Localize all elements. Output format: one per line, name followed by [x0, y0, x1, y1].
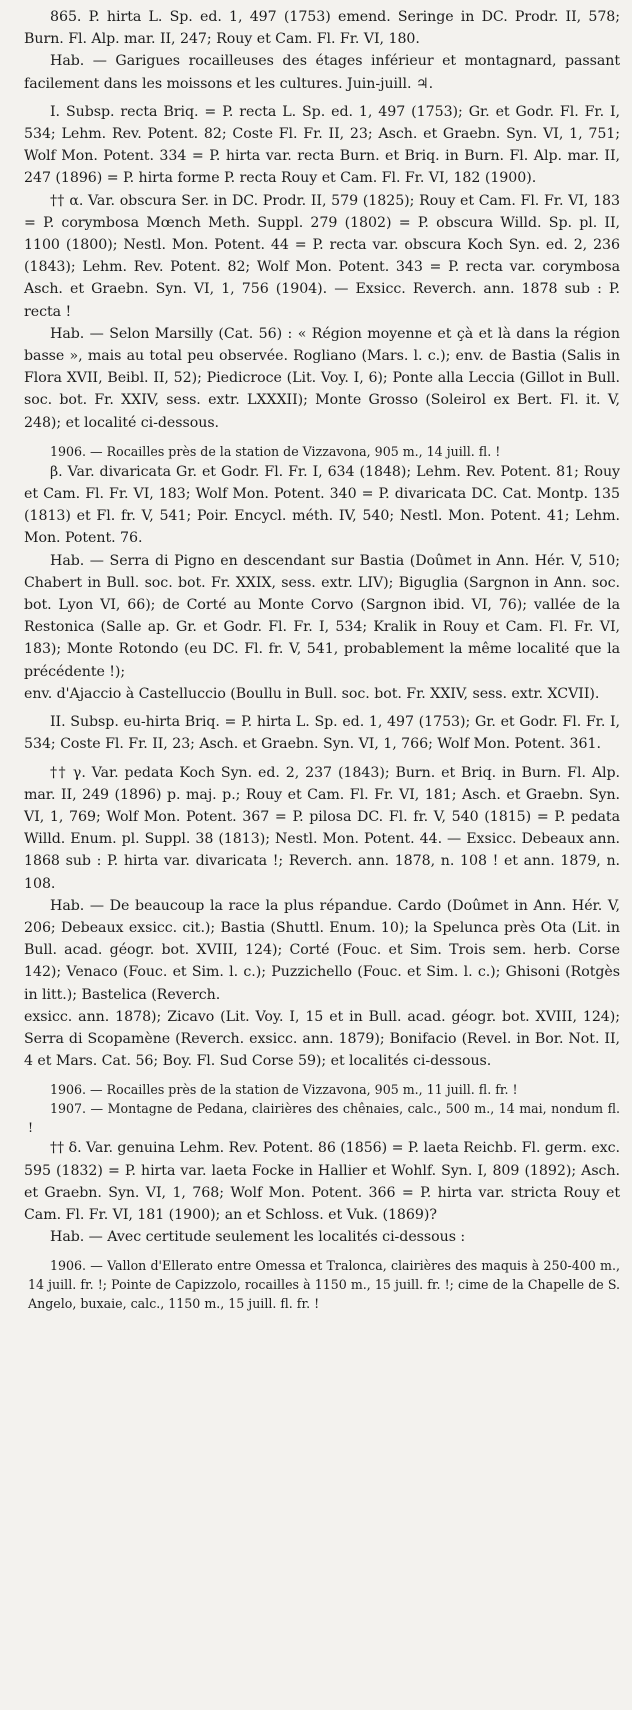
habitat-genuina: Hab. — Avec certitude seulement les localités ci-dessous :	[50, 1229, 466, 1246]
subsp-euhirta-header: II. Subsp. eu-hirta Briq. = P. hirta L. Sp. ed. 1, 497 (1753); Gr. et Godr. Fl. Fr. I, 534; Coste Fl. Fr. II, 23; Asch. et Graebn. Syn. VI, 1, 766; Wolf Mon. Potent. 361.	[24, 714, 620, 753]
habitat-obscura: Hab. — Selon Marsilly (Cat. 56) : « Région moyenne et çà et là dans la région basse », mais au total peu observée. Rogliano (Mars. l. c.); env. de Bastia (Salis in Flora XVII, Beibl. II, 52); Piedicroce (Lit. Voy. I, 6); Ponte alla Leccia (Gillot in Bull. soc. bot. Fr. XXIV, sess. extr. LXXXII); Monte Grosso (Soleirol ex Bert. Fl. it. V, 248); et localité ci-dessous.	[24, 325, 620, 431]
habitat-pedata-continued: exsicc. ann. 1878); Zicavo (Lit. Voy. I, 15 et in Bull. acad. géogr. bot. XVIII, 124); Serra di Scopamène (Reverch. exsicc. ann. 1879); Bonifacio (Revel. in Bor. Not. II, 4 et Mars. Cat. 56; Boy. Fl. Sud Corse 59); et localités ci-dessous.	[24, 1008, 620, 1070]
habitat-pedata: Hab. — De beaucoup la race la plus répandue. Cardo (Doûmet in Ann. Hér. V, 206; Debeaux exsicc. cit.); Bastia (Shuttl. Enum. 10); la Spelunca près Ota (Lit. in Bull. acad. géogr. bot. XVIII, 124); Corté (Fouc. et Sim. Trois sem. herb. Corse 142); Venaco (Fouc. et Sim. l. c.); Puzzichello (Fouc. et Sim. l. c.); Ghisoni (Rotgès in litt.); Bastelica (Reverch.	[24, 897, 620, 1003]
collection-record-1906-ellerato: 1906. — Vallon d'Ellerato entre Omessa et Tralonca, clairières des maquis à 250-400 m., 14 juill. fr. !; Pointe de Capizzolo, rocailles à 1150 m., 15 juill. fr. !; cime de la Chapelle de S. Angelo, buxaie, calc., 1150 m., 15 juill. fl. fr. !	[28, 1258, 620, 1312]
collection-record-1907-pedana: 1907. — Montagne de Pedana, clairières des chênaies, calc., 500 m., 14 mai, nondum fl. !	[28, 1101, 620, 1136]
subsp-recta-header: I. Subsp. recta Briq. = P. recta L. Sp. ed. 1, 497 (1753); Gr. et Godr. Fl. Fr. I, 534; Lehm. Rev. Potent. 82; Coste Fl. Fr. II, 23; Asch. et Graebn. Syn. VI, 1, 751; Wolf Mon. Potent. 334 = P. hirta var. recta Burn. et Briq. in Burn. Fl. Alp. mar. II, 247 (1896) = P. hirta forme P. recta Rouy et Cam. Fl. Fr. VI, 182 (1900).	[24, 103, 620, 187]
collection-record-1906-vizzavona-b: 1906. — Rocailles près de la station de Vizzavona, 905 m., 11 juill. fl. fr. !	[50, 1082, 518, 1098]
var-pedata: †† γ. Var. pedata Koch Syn. ed. 2, 237 (1843); Burn. et Briq. in Burn. Fl. Alp. mar. II, 249 (1896) p. maj. p.; Rouy et Cam. Fl. Fr. VI, 181; Asch. et Graebn. Syn. VI, 1, 769; Wolf Mon. Potent. 367 = P. pilosa DC. Fl. fr. V, 540 (1815) = P. pedata Willd. Enum. pl. Suppl. 38 (1813); Nestl. Mon. Potent. 44. — Exsicc. Debeaux ann. 1868 sub : P. hirta var. divaricata !; Reverch. ann. 1878, n. 108 ! et ann. 1879, n. 108.	[24, 764, 620, 892]
species-habitat: Hab. — Garigues rocailleuses des étages inférieur et montagnard, passant facilement dans les moissons et les cultures. Juin-juill. ♃.	[24, 53, 620, 92]
var-obscura: †† α. Var. obscura Ser. in DC. Prodr. II, 579 (1825); Rouy et Cam. Fl. Fr. VI, 183 = P. corymbosa Mœnch Meth. Suppl. 279 (1802) = P. obscura Willd. Sp. pl. II, 1100 (1800); Nestl. Mon. Potent. 44 = P. recta var. obscura Koch Syn. ed. 2, 236 (1843); Lehm. Rev. Potent. 82; Wolf Mon. Potent. 343 = P. recta var. corymbosa Asch. et Graebn. Syn. VI, 1, 756 (1904). — Exsicc. Reverch. ann. 1878 sub : P. recta !	[24, 192, 620, 320]
habitat-divaricata: Hab. — Serra di Pigno en descendant sur Bastia (Doûmet in Ann. Hér. V, 510; Chabert in Bull. soc. bot. Fr. XXIX, sess. extr. LIV); Biguglia (Sargnon in Ann. soc. bot. Lyon VI, 66); de Corté au Monte Corvo (Sargnon ibid. VI, 76); vallée de la Restonica (Salle ap. Gr. et Godr. Fl. Fr. I, 534; Kralik in Rouy et Cam. Fl. Fr. VI, 183); Monte Rotondo (eu DC. Fl. fr. V, 541, probablement la même localité que la précédente !);	[24, 552, 620, 680]
var-divaricata: β. Var. divaricata Gr. et Godr. Fl. Fr. I, 634 (1848); Lehm. Rev. Potent. 81; Rouy et Cam. Fl. Fr. VI, 183; Wolf Mon. Potent. 340 = P. divaricata DC. Cat. Montp. 135 (1813) et Fl. fr. V, 541; Poir. Encycl. méth. IV, 540; Nestl. Mon. Potent. 41; Lehm. Mon. Potent. 76.	[24, 463, 620, 547]
var-genuina: †† δ. Var. genuina Lehm. Rev. Potent. 86 (1856) = P. laeta Reichb. Fl. germ. exc. 595 (1832) = P. hirta var. laeta Focke in Hallier et Wohlf. Syn. I, 809 (1892); Asch. et Graebn. Syn. VI, 1, 768; Wolf Mon. Potent. 366 = P. hirta var. stricta Rouy et Cam. Fl. Fr. VI, 181 (1900); an et Schloss. et Vuk. (1869)?	[24, 1140, 620, 1223]
habitat-divaricata-continued: env. d'Ajaccio à Castelluccio (Boullu in Bull. soc. bot. Fr. XXIV, sess. extr. XCVII).	[24, 685, 600, 702]
species-header: 865. P. hirta L. Sp. ed. 1, 497 (1753) emend. Seringe in DC. Prodr. II, 578; Burn. Fl. Alp. mar. II, 247; Rouy et Cam. Fl. Fr. VI, 180.	[24, 9, 620, 48]
collection-record-1906-vizzavona-a: 1906. — Rocailles près de la station de Vizzavona, 905 m., 14 juill. fl. !	[50, 443, 501, 459]
